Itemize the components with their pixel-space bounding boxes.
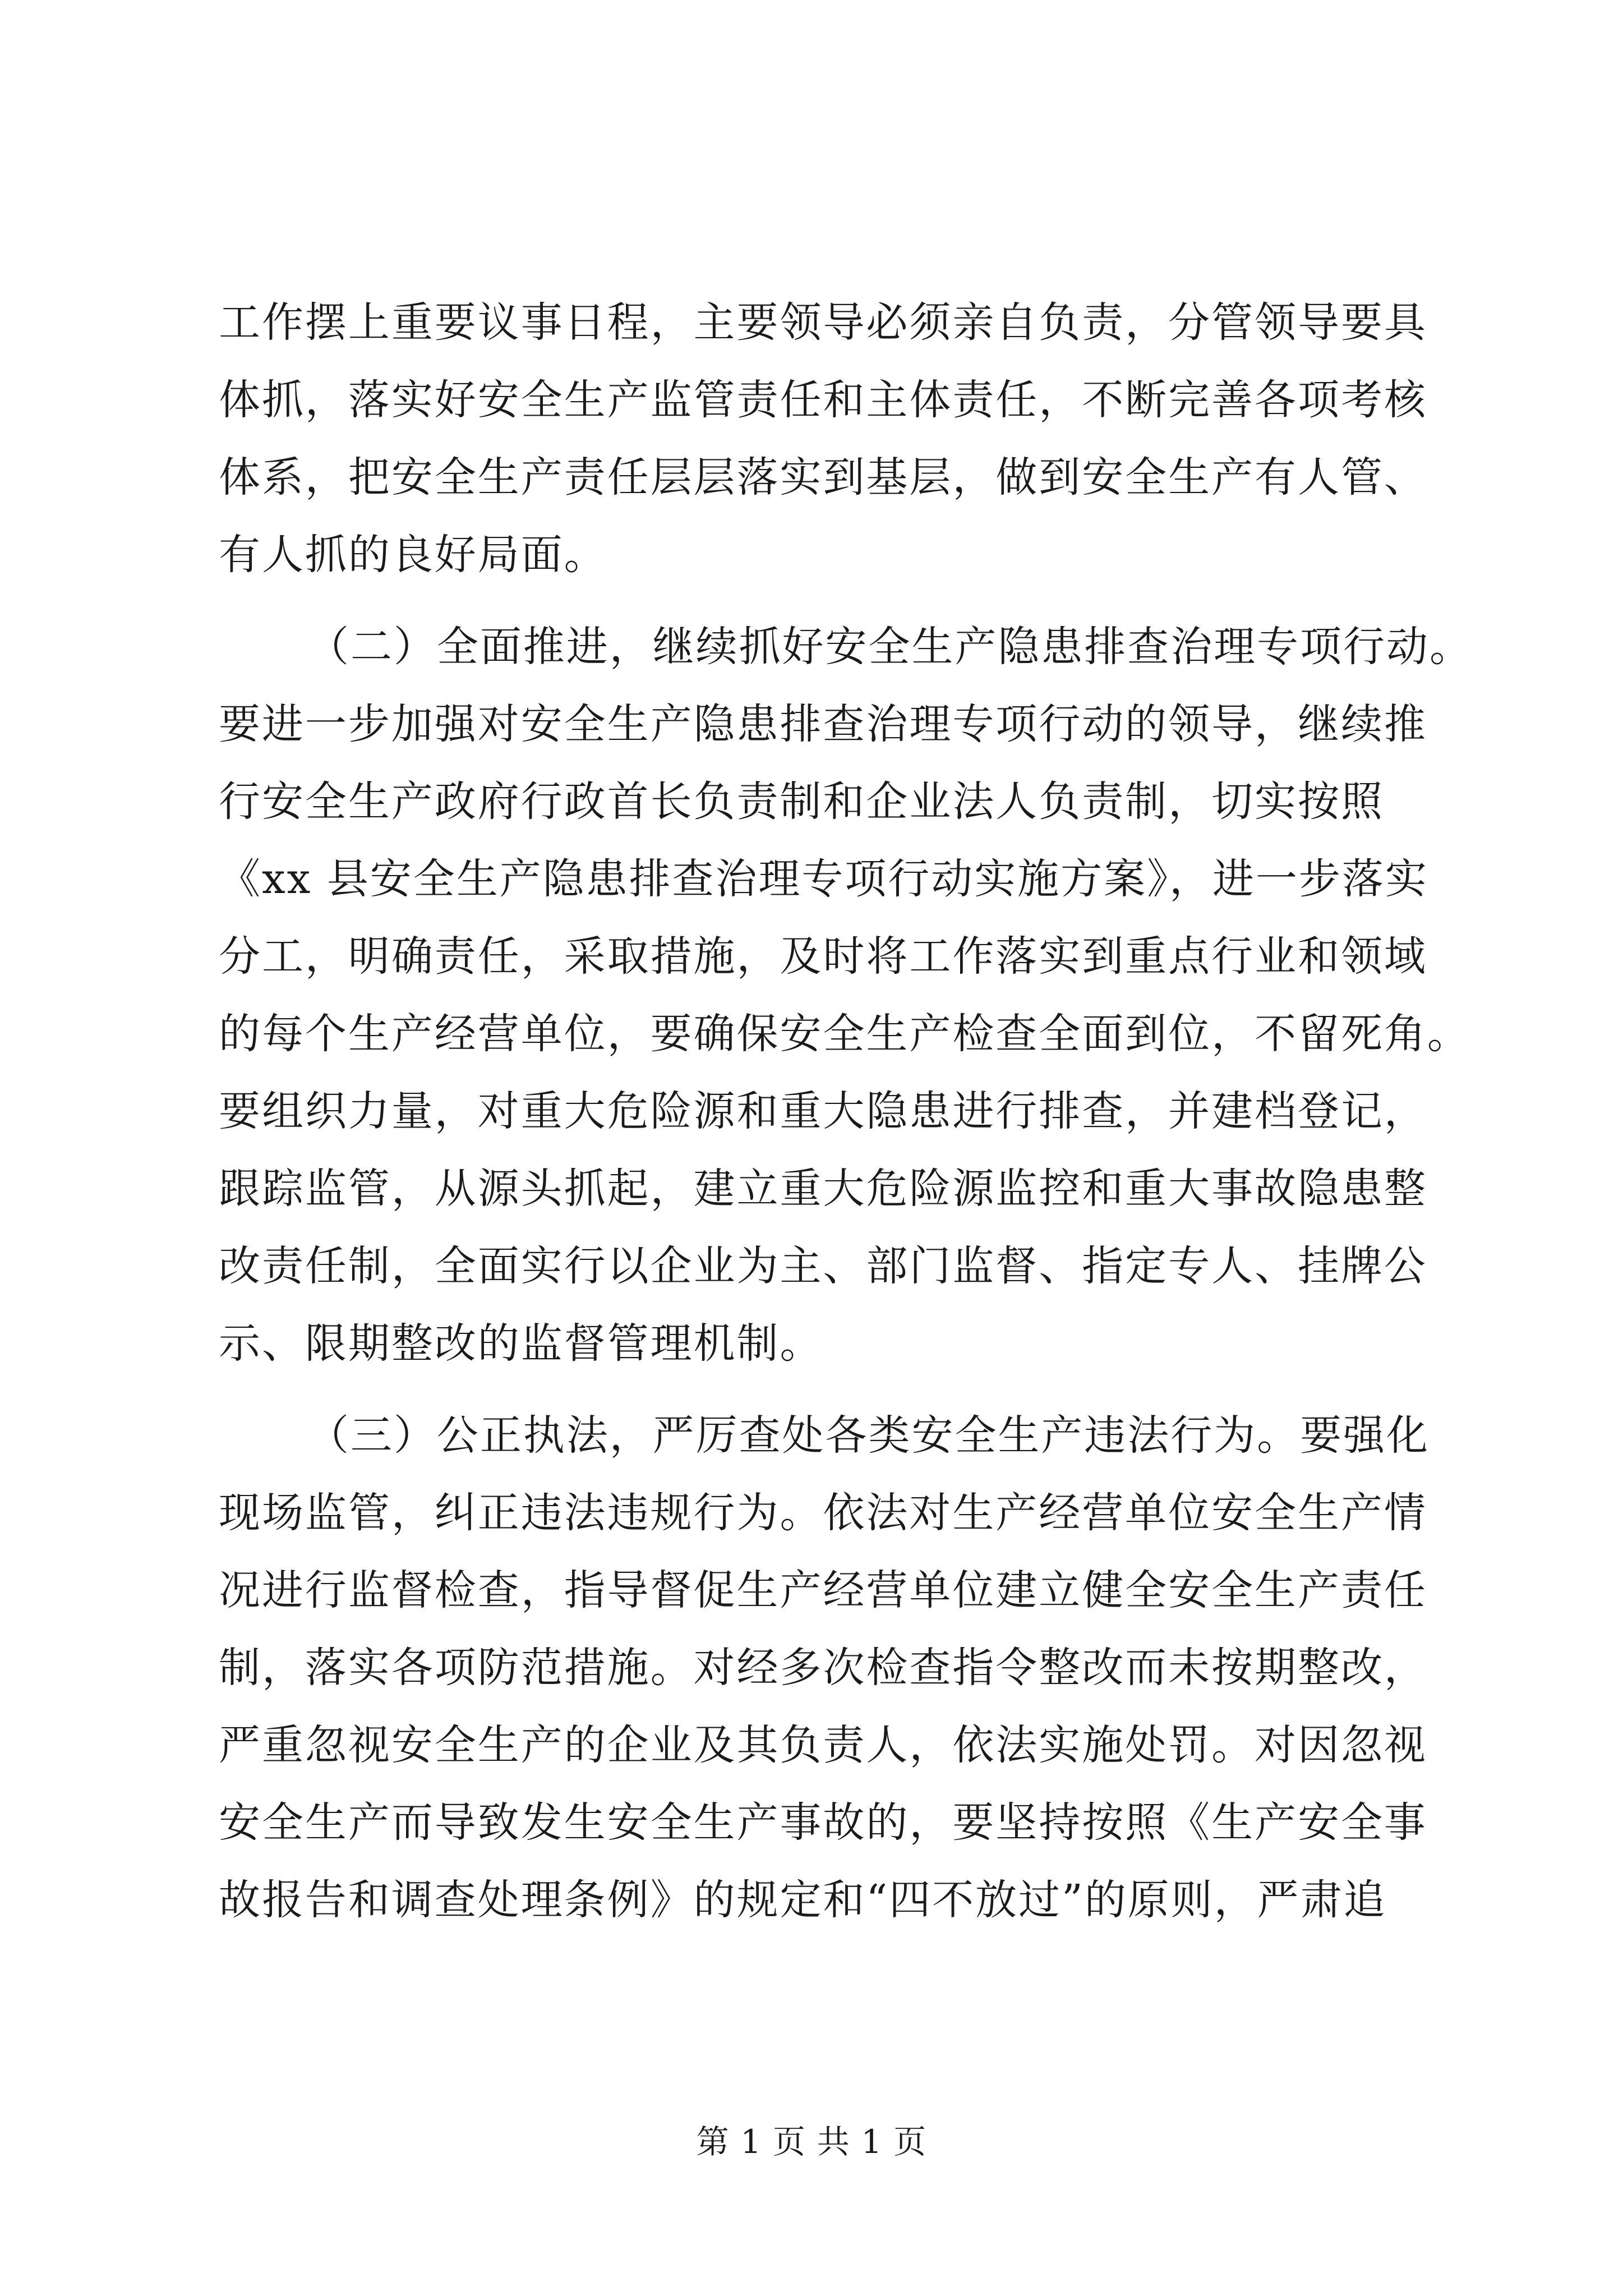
text-line: 行安全生产政府行政首长负责制和企业法人负责制，切实按照 — [219, 777, 1384, 826]
text-line: 现场监管，纠正违法违规行为。依法对生产经营单位安全生产情 — [219, 1489, 1427, 1537]
text-line: 要组织力量，对重大危险源和重大隐患进行排查，并建档登记， — [219, 1087, 1427, 1135]
text-line: 有人抓的良好局面。 — [219, 531, 607, 579]
document-body — [219, 284, 1473, 1939]
page-number-footer: 第 1 页 共 1 页 — [696, 2123, 927, 2161]
paragraph-3 — [219, 1397, 1436, 1939]
paragraph-spacer — [219, 1382, 1436, 1397]
paragraph-heading-line: （二）全面推进，继续抓好安全生产隐患排查治理专项行动。 — [307, 623, 1473, 671]
paragraph-spacer — [219, 593, 1436, 608]
text-line: 跟踪监管，从源头抓起，建立重大危险源监控和重大事故隐患整 — [219, 1165, 1427, 1213]
text-line: 要进一步加强对安全生产隐患排查治理专项行动的领导，继续推 — [219, 700, 1427, 748]
text-line: 体系，把安全生产责任层层落实到基层，做到安全生产有人管、 — [219, 453, 1427, 501]
text-line: 故报告和调查处理条例》的规定和“四不放过”的原则，严肃追 — [219, 1876, 1387, 1924]
text-line: 《xx 县安全生产隐患排查治理专项行动实施方案》，进一步落实 — [219, 855, 1428, 903]
text-line: 严重忽视安全生产的企业及其负责人，依法实施处罚。对因忽视 — [219, 1721, 1427, 1769]
text-line: 体抓，落实好安全生产监管责任和主体责任，不断完善各项考核 — [219, 376, 1427, 424]
text-line: 况进行监督检查，指导督促生产经营单位建立健全安全生产责任 — [219, 1566, 1427, 1614]
text-line: 改责任制，全面实行以企业为主、部门监督、指定专人、挂牌公 — [219, 1242, 1427, 1290]
text-line: 制，落实各项防范措施。对经多次检查指令整改而未按期整改， — [219, 1644, 1427, 1692]
text-line: 的每个生产经营单位，要确保安全生产检查全面到位，不留死角。 — [219, 1010, 1470, 1058]
text-line: 安全生产而导致发生安全生产事故的，要坚持按照《生产安全事 — [219, 1798, 1427, 1847]
text-line: 工作摆上重要议事日程，主要领导必须亲自负责，分管领导要具 — [219, 298, 1427, 347]
paragraph-2 — [219, 608, 1473, 1382]
text-line: 分工，明确责任，采取措施，及时将工作落实到重点行业和领域 — [219, 932, 1427, 981]
paragraph-heading-line: （三）公正执法，严厉查处各类安全生产违法行为。要强化 — [307, 1411, 1430, 1460]
paragraph-1 — [219, 284, 1436, 593]
text-line: 示、限期整改的监督管理机制。 — [219, 1319, 823, 1368]
